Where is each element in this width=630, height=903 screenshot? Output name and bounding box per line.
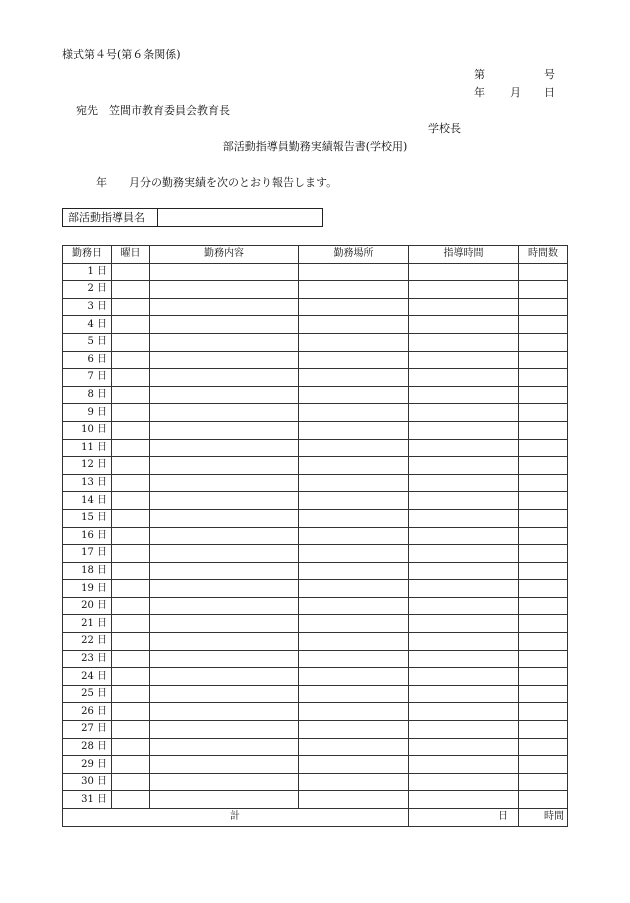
table-row — [63, 650, 568, 668]
form-number-label: 様式第４号(第６条関係) — [62, 48, 181, 61]
instruction-time-cell[interactable] — [409, 580, 519, 598]
work-content-cell[interactable] — [150, 615, 299, 633]
work-location-cell[interactable] — [299, 562, 409, 580]
work-content-cell[interactable] — [150, 386, 299, 404]
hours-cell[interactable] — [519, 685, 568, 703]
work-day-cell: 2 日 — [63, 281, 112, 299]
work-location-cell[interactable] — [299, 404, 409, 422]
hours-cell[interactable] — [519, 492, 568, 510]
hours-cell[interactable] — [519, 580, 568, 598]
work-content-cell[interactable] — [150, 773, 299, 791]
work-content-cell[interactable] — [150, 439, 299, 457]
table-row — [63, 773, 568, 791]
instruction-time-cell[interactable] — [409, 597, 519, 615]
document-number-prefix: 第 — [474, 68, 485, 81]
work-content-cell[interactable] — [150, 668, 299, 686]
table-row — [63, 668, 568, 686]
work-day-cell: 16 日 — [63, 527, 112, 545]
header-instruction-time: 指導時間 — [409, 246, 519, 264]
work-day-cell: 3 日 — [63, 298, 112, 316]
work-day-cell: 18 日 — [63, 562, 112, 580]
weekday-cell[interactable] — [112, 756, 150, 774]
instruction-time-cell[interactable] — [409, 316, 519, 334]
weekday-cell[interactable] — [112, 668, 150, 686]
work-day-cell: 4 日 — [63, 316, 112, 334]
work-location-cell[interactable] — [299, 615, 409, 633]
instruction-time-cell[interactable] — [409, 773, 519, 791]
table-row — [63, 633, 568, 651]
work-location-cell[interactable] — [299, 263, 409, 281]
table-row — [63, 721, 568, 739]
work-content-cell[interactable] — [150, 527, 299, 545]
table-row — [63, 527, 568, 545]
hours-cell[interactable] — [519, 386, 568, 404]
work-location-cell[interactable] — [299, 756, 409, 774]
hours-cell[interactable] — [519, 457, 568, 475]
hours-cell[interactable] — [519, 633, 568, 651]
work-day-cell: 28 日 — [63, 738, 112, 756]
table-row — [63, 703, 568, 721]
work-day-cell: 25 日 — [63, 685, 112, 703]
hours-cell[interactable] — [519, 615, 568, 633]
work-content-cell[interactable] — [150, 650, 299, 668]
work-day-cell: 19 日 — [63, 580, 112, 598]
work-location-cell[interactable] — [299, 439, 409, 457]
hours-cell[interactable] — [519, 668, 568, 686]
work-location-cell[interactable] — [299, 509, 409, 527]
work-content-cell[interactable] — [150, 492, 299, 510]
table-row — [63, 597, 568, 615]
instruction-time-cell[interactable] — [409, 457, 519, 475]
work-content-cell[interactable] — [150, 791, 299, 809]
weekday-cell[interactable] — [112, 263, 150, 281]
weekday-cell[interactable] — [112, 545, 150, 563]
work-content-cell[interactable] — [150, 633, 299, 651]
weekday-cell[interactable] — [112, 527, 150, 545]
header-work-content: 勤務内容 — [150, 246, 299, 264]
instruction-time-cell[interactable] — [409, 421, 519, 439]
work-content-cell[interactable] — [150, 562, 299, 580]
work-day-cell: 23 日 — [63, 650, 112, 668]
work-day-cell: 29 日 — [63, 756, 112, 774]
hours-cell[interactable] — [519, 404, 568, 422]
work-day-cell: 13 日 — [63, 474, 112, 492]
weekday-cell[interactable] — [112, 703, 150, 721]
hours-cell[interactable] — [519, 703, 568, 721]
instruction-time-cell[interactable] — [409, 263, 519, 281]
work-location-cell[interactable] — [299, 773, 409, 791]
work-location-cell[interactable] — [299, 545, 409, 563]
work-day-cell: 11 日 — [63, 439, 112, 457]
instruction-time-cell[interactable] — [409, 685, 519, 703]
hours-cell[interactable] — [519, 263, 568, 281]
weekday-cell[interactable] — [112, 509, 150, 527]
weekday-cell[interactable] — [112, 386, 150, 404]
weekday-cell[interactable] — [112, 316, 150, 334]
work-content-cell[interactable] — [150, 281, 299, 299]
work-content-cell[interactable] — [150, 369, 299, 387]
work-day-cell: 8 日 — [63, 386, 112, 404]
instruction-time-cell[interactable] — [409, 351, 519, 369]
work-content-cell[interactable] — [150, 316, 299, 334]
hours-cell[interactable] — [519, 773, 568, 791]
table-row — [63, 386, 568, 404]
work-location-cell[interactable] — [299, 738, 409, 756]
work-location-cell[interactable] — [299, 474, 409, 492]
work-day-cell: 27 日 — [63, 721, 112, 739]
work-day-cell: 30 日 — [63, 773, 112, 791]
hours-cell[interactable] — [519, 756, 568, 774]
weekday-cell[interactable] — [112, 721, 150, 739]
work-content-cell[interactable] — [150, 580, 299, 598]
work-location-cell[interactable] — [299, 650, 409, 668]
weekday-cell[interactable] — [112, 738, 150, 756]
work-content-cell[interactable] — [150, 685, 299, 703]
work-content-cell[interactable] — [150, 756, 299, 774]
instructor-name-field[interactable] — [158, 209, 322, 226]
work-location-cell[interactable] — [299, 333, 409, 351]
hours-cell[interactable] — [519, 721, 568, 739]
hours-cell[interactable] — [519, 298, 568, 316]
instruction-time-cell[interactable] — [409, 703, 519, 721]
work-day-cell: 24 日 — [63, 668, 112, 686]
hours-cell[interactable] — [519, 509, 568, 527]
work-content-cell[interactable] — [150, 597, 299, 615]
table-row — [63, 281, 568, 299]
date-day-label: 日 — [544, 86, 555, 99]
weekday-cell[interactable] — [112, 773, 150, 791]
work-location-cell[interactable] — [299, 527, 409, 545]
work-location-cell[interactable] — [299, 351, 409, 369]
weekday-cell[interactable] — [112, 580, 150, 598]
total-row — [63, 809, 568, 827]
table-row — [63, 756, 568, 774]
table-row — [63, 492, 568, 510]
work-content-cell[interactable] — [150, 703, 299, 721]
weekday-cell[interactable] — [112, 439, 150, 457]
hours-cell[interactable] — [519, 421, 568, 439]
work-content-cell[interactable] — [150, 298, 299, 316]
table-row — [63, 263, 568, 281]
instructor-name-label: 部活動指導員名 — [63, 209, 158, 226]
instruction-time-cell[interactable] — [409, 650, 519, 668]
instruction-time-cell[interactable] — [409, 369, 519, 387]
weekday-cell[interactable] — [112, 404, 150, 422]
table-row — [63, 615, 568, 633]
table-row — [63, 351, 568, 369]
instruction-time-cell[interactable] — [409, 439, 519, 457]
instruction-time-cell[interactable] — [409, 791, 519, 809]
table-row — [63, 738, 568, 756]
work-day-cell: 21 日 — [63, 615, 112, 633]
hours-cell[interactable] — [519, 281, 568, 299]
work-location-cell[interactable] — [299, 281, 409, 299]
work-day-cell: 9 日 — [63, 404, 112, 422]
table-row — [63, 791, 568, 809]
work-location-cell[interactable] — [299, 597, 409, 615]
weekday-cell[interactable] — [112, 298, 150, 316]
work-day-cell: 6 日 — [63, 351, 112, 369]
instructor-name-box — [62, 208, 323, 227]
hours-cell[interactable] — [519, 333, 568, 351]
table-row — [63, 298, 568, 316]
work-day-cell: 17 日 — [63, 545, 112, 563]
table-row — [63, 439, 568, 457]
work-content-cell[interactable] — [150, 738, 299, 756]
hours-cell[interactable] — [519, 562, 568, 580]
instruction-time-cell[interactable] — [409, 562, 519, 580]
work-location-cell[interactable] — [299, 791, 409, 809]
work-day-cell: 12 日 — [63, 457, 112, 475]
instruction-time-cell[interactable] — [409, 298, 519, 316]
date-month-label: 月 — [510, 86, 521, 99]
weekday-cell[interactable] — [112, 351, 150, 369]
instruction-time-cell[interactable] — [409, 545, 519, 563]
work-content-cell[interactable] — [150, 263, 299, 281]
instruction-time-cell[interactable] — [409, 615, 519, 633]
work-day-cell: 22 日 — [63, 633, 112, 651]
hours-cell[interactable] — [519, 650, 568, 668]
work-content-cell[interactable] — [150, 333, 299, 351]
principal-label: 学校長 — [428, 122, 461, 135]
addressee: 宛先 笠間市教育委員会教育長 — [76, 104, 230, 117]
weekday-cell[interactable] — [112, 562, 150, 580]
document-number-suffix: 号 — [544, 68, 555, 81]
work-content-cell[interactable] — [150, 545, 299, 563]
hours-cell[interactable] — [519, 369, 568, 387]
duty-record-table — [62, 245, 568, 827]
instruction-time-cell[interactable] — [409, 633, 519, 651]
hours-cell[interactable] — [519, 439, 568, 457]
table-row — [63, 369, 568, 387]
weekday-cell[interactable] — [112, 281, 150, 299]
work-day-cell: 14 日 — [63, 492, 112, 510]
total-label: 計 — [63, 809, 409, 827]
hours-cell[interactable] — [519, 545, 568, 563]
work-location-cell[interactable] — [299, 580, 409, 598]
work-location-cell[interactable] — [299, 369, 409, 387]
weekday-cell[interactable] — [112, 597, 150, 615]
work-location-cell[interactable] — [299, 386, 409, 404]
weekday-cell[interactable] — [112, 791, 150, 809]
hours-cell[interactable] — [519, 316, 568, 334]
instruction-time-cell[interactable] — [409, 404, 519, 422]
work-location-cell[interactable] — [299, 457, 409, 475]
work-content-cell[interactable] — [150, 721, 299, 739]
header-work-day: 勤務日 — [63, 246, 112, 264]
header-weekday: 曜日 — [112, 246, 150, 264]
table-row — [63, 457, 568, 475]
weekday-cell[interactable] — [112, 457, 150, 475]
weekday-cell[interactable] — [112, 633, 150, 651]
work-day-cell: 31 日 — [63, 791, 112, 809]
weekday-cell[interactable] — [112, 474, 150, 492]
table-row — [63, 421, 568, 439]
work-day-cell: 7 日 — [63, 369, 112, 387]
work-location-cell[interactable] — [299, 703, 409, 721]
work-day-cell: 20 日 — [63, 597, 112, 615]
work-content-cell[interactable] — [150, 509, 299, 527]
work-content-cell[interactable] — [150, 351, 299, 369]
table-row — [63, 685, 568, 703]
weekday-cell[interactable] — [112, 615, 150, 633]
work-content-cell[interactable] — [150, 457, 299, 475]
work-location-cell[interactable] — [299, 668, 409, 686]
weekday-cell[interactable] — [112, 421, 150, 439]
date-year-label: 年 — [474, 86, 485, 99]
work-location-cell[interactable] — [299, 316, 409, 334]
total-days[interactable]: 日 — [409, 809, 519, 827]
instruction-time-cell[interactable] — [409, 668, 519, 686]
hours-cell[interactable] — [519, 597, 568, 615]
instruction-time-cell[interactable] — [409, 756, 519, 774]
table-row — [63, 316, 568, 334]
instruction-time-cell[interactable] — [409, 492, 519, 510]
document-title: 部活動指導員勤務実績報告書(学校用) — [222, 140, 408, 153]
hours-cell[interactable] — [519, 738, 568, 756]
work-location-cell[interactable] — [299, 421, 409, 439]
weekday-cell[interactable] — [112, 685, 150, 703]
work-location-cell[interactable] — [299, 685, 409, 703]
instruction-time-cell[interactable] — [409, 509, 519, 527]
table-row — [63, 404, 568, 422]
instruction-time-cell[interactable] — [409, 333, 519, 351]
work-location-cell[interactable] — [299, 721, 409, 739]
table-header-row — [63, 246, 568, 264]
work-location-cell[interactable] — [299, 492, 409, 510]
weekday-cell[interactable] — [112, 492, 150, 510]
instruction-time-cell[interactable] — [409, 738, 519, 756]
weekday-cell[interactable] — [112, 650, 150, 668]
table-row — [63, 333, 568, 351]
total-hours[interactable]: 時間 — [519, 809, 568, 827]
weekday-cell[interactable] — [112, 333, 150, 351]
work-location-cell[interactable] — [299, 633, 409, 651]
work-content-cell[interactable] — [150, 404, 299, 422]
work-day-cell: 10 日 — [63, 421, 112, 439]
hours-cell[interactable] — [519, 527, 568, 545]
instruction-time-cell[interactable] — [409, 474, 519, 492]
work-content-cell[interactable] — [150, 474, 299, 492]
table-row — [63, 509, 568, 527]
instruction-time-cell[interactable] — [409, 527, 519, 545]
header-work-location: 勤務場所 — [299, 246, 409, 264]
table-row — [63, 545, 568, 563]
report-statement: 年 月分の勤務実績を次のとおり報告します。 — [96, 176, 338, 189]
hours-cell[interactable] — [519, 351, 568, 369]
work-day-cell: 15 日 — [63, 509, 112, 527]
header-hours: 時間数 — [519, 246, 568, 264]
table-row — [63, 474, 568, 492]
hours-cell[interactable] — [519, 791, 568, 809]
work-content-cell[interactable] — [150, 421, 299, 439]
work-day-cell: 26 日 — [63, 703, 112, 721]
table-row — [63, 580, 568, 598]
hours-cell[interactable] — [519, 474, 568, 492]
instruction-time-cell[interactable] — [409, 386, 519, 404]
work-day-cell: 5 日 — [63, 333, 112, 351]
instruction-time-cell[interactable] — [409, 281, 519, 299]
instruction-time-cell[interactable] — [409, 721, 519, 739]
work-day-cell: 1 日 — [63, 263, 112, 281]
table-row — [63, 562, 568, 580]
weekday-cell[interactable] — [112, 369, 150, 387]
work-location-cell[interactable] — [299, 298, 409, 316]
